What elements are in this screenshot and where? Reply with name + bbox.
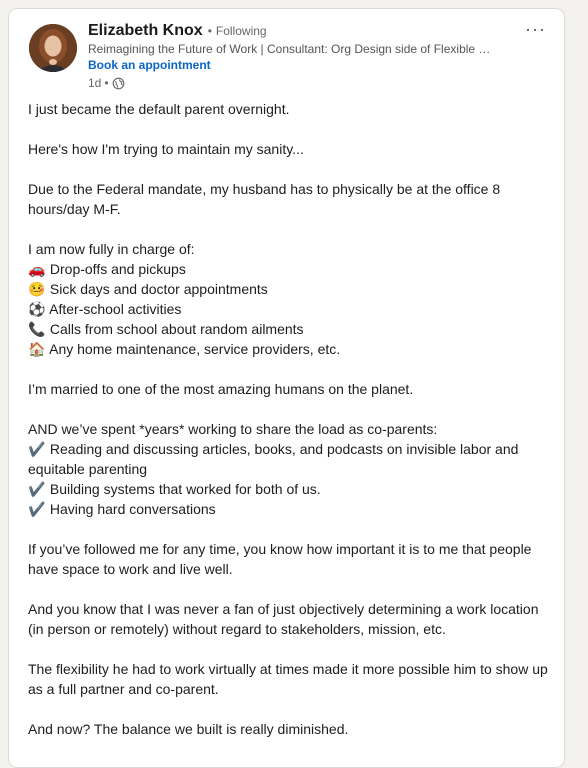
checkmark-icon: ✔️	[28, 441, 46, 457]
more-options-button[interactable]: ···	[525, 19, 546, 39]
post-time[interactable]: 1d	[88, 76, 102, 90]
post-paragraph: I’m married to one of the most amazing humans on the planet.	[28, 381, 414, 397]
meta-separator: •	[104, 76, 109, 90]
checkmark-icon: ✔️	[28, 501, 46, 517]
list-item: 🤒 Sick days and doctor appointments	[28, 281, 268, 297]
post-body	[28, 99, 553, 739]
follow-status: Following	[215, 24, 267, 38]
post-card	[8, 8, 565, 768]
book-appointment-link[interactable]: Book an appointment	[88, 58, 211, 72]
house-icon: 🏠	[28, 341, 46, 357]
post-paragraph: I just became the default parent overnight.	[28, 101, 290, 117]
avatar-photo-icon	[29, 24, 77, 72]
post-paragraph: Due to the Federal mandate, my husband has to physically be at the office 8 hours/day M-F.	[28, 181, 501, 217]
post-paragraph: If you’ve followed me for any time, you know how important it is to me that people have space to work and live well.	[28, 541, 532, 577]
post-paragraph: And you know that I was never a fan of just objectively determining a work location (in person or remotely) without regard to stakeholders, mission, etc.	[28, 601, 539, 637]
list-intro: AND we’ve spent *years* working to share the load as co-parents:	[28, 421, 438, 437]
car-icon: 🚗	[28, 261, 46, 277]
author-headline: Reimagining the Future of Work | Consultant: Org Design side of Flexible …	[88, 42, 491, 56]
list-item: ✔️ Having hard conversations	[28, 501, 216, 517]
sick-face-icon: 🤒	[28, 281, 46, 297]
list-item: 🏠 Any home maintenance, service providers, etc.	[28, 341, 341, 357]
post-paragraph: Here's how I'm trying to maintain my sanity...	[28, 141, 304, 157]
author-avatar[interactable]	[29, 24, 77, 72]
list-item: ✔️ Building systems that worked for both of us.	[28, 481, 321, 497]
phone-icon: 📞	[28, 321, 46, 337]
post-paragraph: The flexibility he had to work virtually at times made it more possible him to show up as a full partner and co-parent.	[28, 661, 548, 697]
list-item: 🚗 Drop-offs and pickups	[28, 261, 186, 277]
list-item: ⚽ After-school activities	[28, 301, 182, 317]
list-intro: I am now fully in charge of:	[28, 241, 195, 257]
soccer-ball-icon: ⚽	[28, 301, 46, 317]
globe-icon	[112, 77, 125, 90]
post-header	[88, 22, 528, 90]
checkmark-icon: ✔️	[28, 481, 46, 497]
list-item: ✔️ Reading and discussing articles, books, and podcasts on invisible labor and equitable parenting	[28, 441, 519, 477]
separator-dot: •	[207, 24, 212, 38]
author-name[interactable]: Elizabeth Knox	[88, 22, 203, 39]
list-item: 📞 Calls from school about random ailments	[28, 321, 304, 337]
post-paragraph: And now? The balance we built is really diminished.	[28, 721, 349, 737]
post-meta	[88, 76, 528, 90]
author-name-row	[88, 22, 528, 40]
